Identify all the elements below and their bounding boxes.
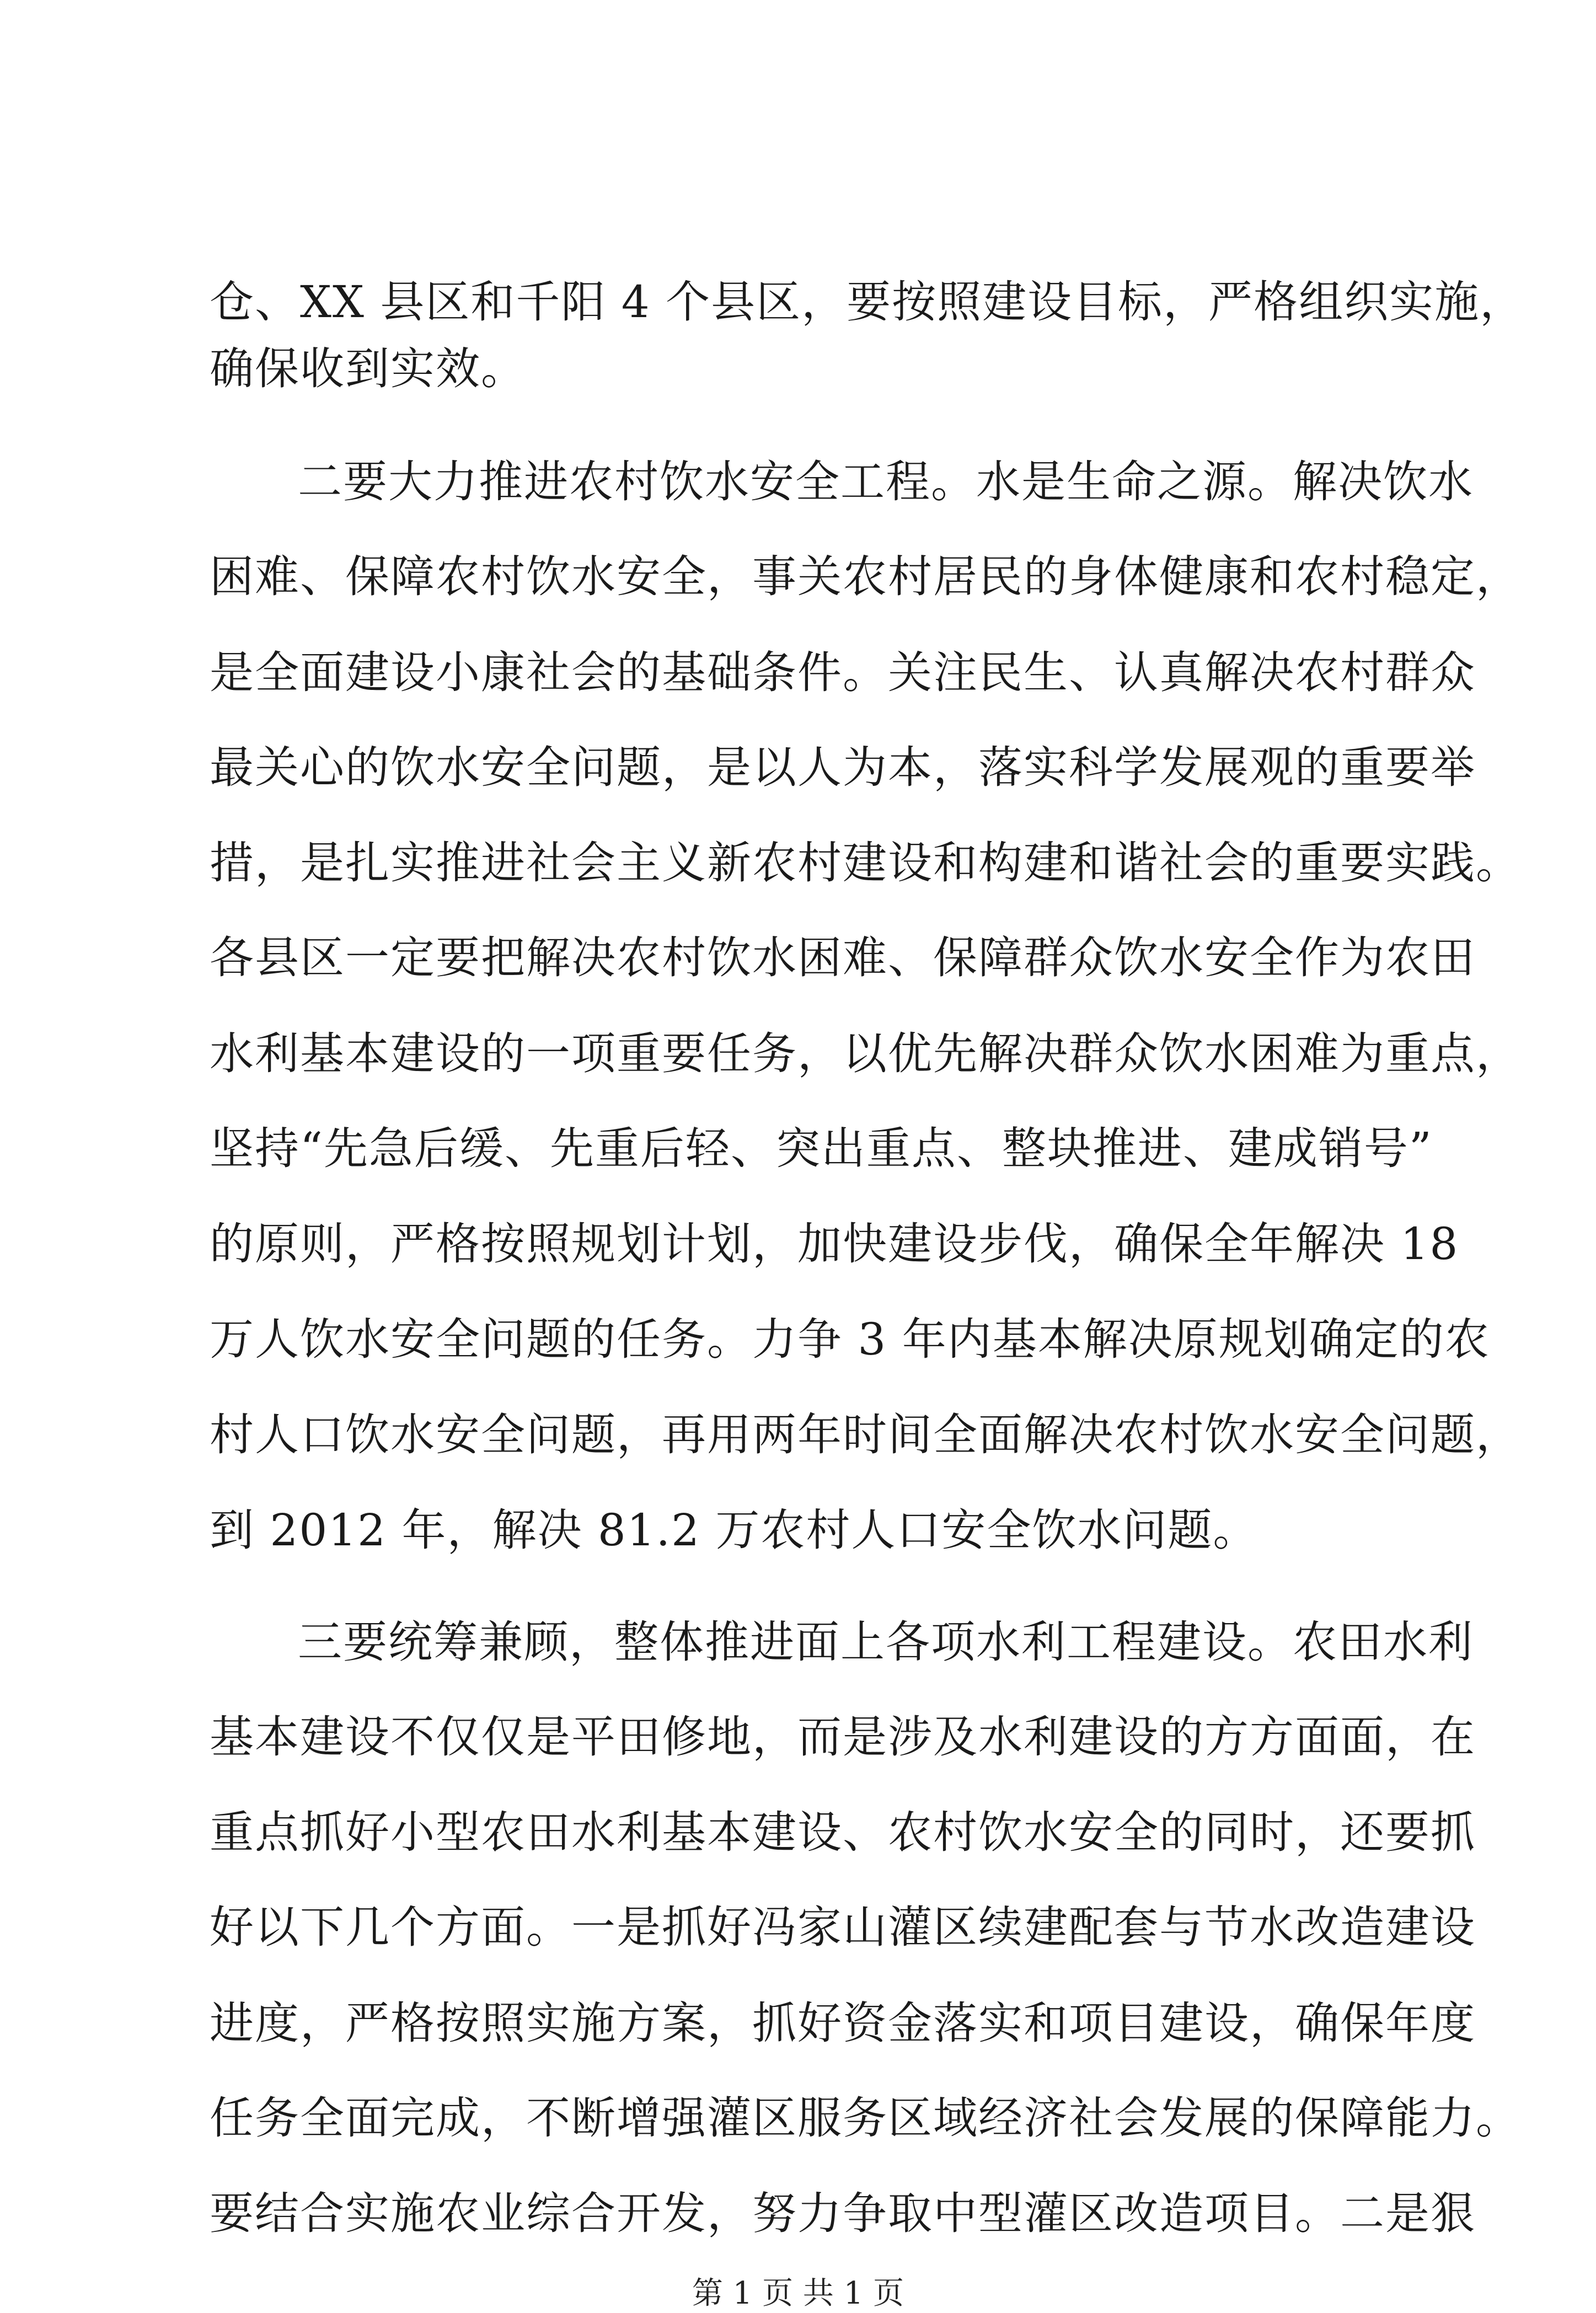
text-line-5: 是全面建设小康社会的基础条件。关注民生、认真解决农村群众 — [210, 647, 1476, 698]
text-line-2: 确保收到实效。 — [210, 343, 526, 394]
text-line-18: 好以下几个方面。一是抓好冯家山灌区续建配套与节水改造建设 — [210, 1902, 1476, 1953]
text-line-14: 到 2012 年，解决 81.2 万农村人口安全饮水问题。 — [210, 1504, 1258, 1556]
text-line-16: 基本建设不仅仅是平田修地，而是涉及水利建设的方方面面，在 — [210, 1711, 1476, 1763]
text-line-4: 困难、保障农村饮水安全，事关农村居民的身体健康和农村稳定， — [210, 551, 1521, 602]
text-line-8: 各县区一定要把解决农村饮水困难、保障群众饮水安全作为农田 — [210, 932, 1476, 983]
text-line-17: 重点抓好小型农田水利基本建设、农村饮水安全的同时，还要抓 — [210, 1807, 1476, 1858]
text-line-19: 进度，严格按照实施方案，抓好资金落实和项目建设，确保年度 — [210, 1998, 1476, 2049]
text-line-15: 三要统筹兼顾，整体推进面上各项水利工程建设。农田水利 — [298, 1616, 1474, 1668]
text-line-12: 万人饮水安全问题的任务。力争 3 年内基本解决原规划确定的农 — [210, 1314, 1490, 1365]
text-line-9: 水利基本建设的一项重要任务，以优先解决群众饮水困难为重点， — [210, 1028, 1521, 1079]
text-line-1: 仓、XX 县区和千阳 4 个县区，要按照建设目标，严格组织实施， — [210, 276, 1525, 328]
text-line-6: 最关心的饮水安全问题，是以人为本，落实科学发展观的重要举 — [210, 742, 1476, 793]
text-line-20: 任务全面完成，不断增强灌区服务区域经济社会发展的保障能力。 — [210, 2092, 1521, 2144]
text-line-21: 要结合实施农业综合开发，努力争取中型灌区改造项目。二是狠 — [210, 2188, 1476, 2239]
text-line-10: 坚持“先急后缓、先重后轻、突出重点、整块推进、建成销号” — [210, 1123, 1433, 1174]
page-footer: 第 1 页 共 1 页 — [692, 2275, 904, 2311]
text-line-7: 措，是扎实推进社会主义新农村建设和构建和谐社会的重要实践。 — [210, 837, 1521, 888]
text-line-11: 的原则，严格按照规划计划，加快建设步伐，确保全年解决 18 — [210, 1218, 1459, 1270]
text-line-3: 二要大力推进农村饮水安全工程。水是生命之源。解决饮水 — [298, 456, 1474, 507]
text-line-13: 村人口饮水安全问题，再用两年时间全面解决农村饮水安全问题， — [210, 1409, 1521, 1460]
